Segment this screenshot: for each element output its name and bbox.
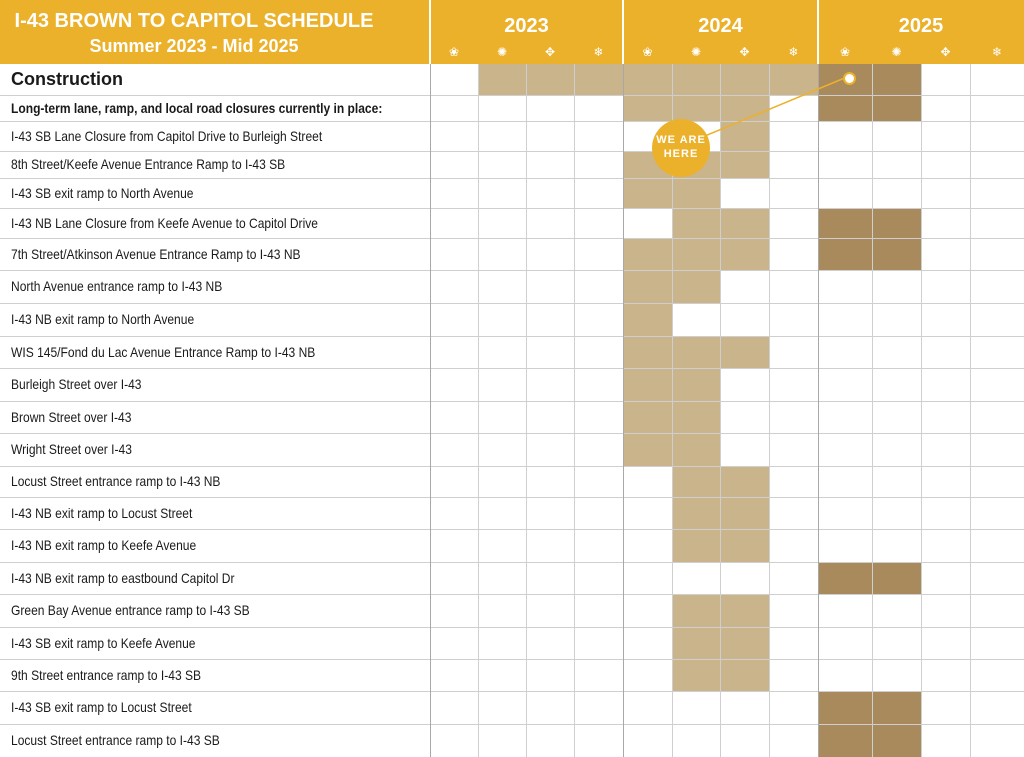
schedule-bar-light (672, 178, 720, 208)
schedule-bar-light (672, 401, 720, 433)
schedule-bar-dark (818, 562, 872, 594)
badge-line2: HERE (663, 148, 699, 160)
schedule-bar-light (623, 64, 672, 95)
schedule-bar-dark (818, 95, 872, 121)
schedule-bar-light (672, 529, 720, 562)
summer-sun-icon: ❀ (839, 45, 851, 59)
row-label: Wright Street over I-43 (11, 441, 132, 457)
schedule-bar-light (623, 433, 672, 466)
chart-title: I-43 BROWN TO CAPITOL SCHEDULE (14, 10, 374, 32)
schedule-bar-dark (872, 64, 921, 95)
spring-flower-icon: ✥ (544, 45, 556, 59)
schedule-bar-light (720, 151, 769, 178)
subheading: Long-term lane, ramp, and local road closures currently in place: (11, 100, 383, 116)
schedule-bar-light (769, 64, 818, 95)
summer-sun-icon: ❀ (448, 45, 460, 59)
row-label: 8th Street/Keefe Avenue Entrance Ramp to I-43 SB (11, 156, 286, 172)
schedule-bar-light (720, 466, 769, 497)
schedule-bar-light (672, 270, 720, 303)
spring-flower-icon: ✥ (940, 45, 951, 59)
schedule-bar-light (720, 336, 769, 368)
schedule-bar-light (623, 178, 672, 208)
schedule-bar-light (672, 433, 720, 466)
schedule-bar-light (672, 627, 720, 659)
row-label: 9th Street entrance ramp to I-43 SB (11, 667, 202, 683)
section-heading: Construction (11, 69, 123, 89)
schedule-bar-dark (872, 562, 921, 594)
fall-leaf-icon: ✺ (690, 45, 702, 59)
schedule-bar-light (720, 238, 769, 270)
schedule-bar-light (720, 627, 769, 659)
row-label: I-43 NB exit ramp to North Avenue (11, 311, 195, 327)
schedule-bar-light (526, 64, 574, 95)
row-label: I-43 NB exit ramp to Locust Street (11, 505, 193, 521)
row-label: I-43 NB exit ramp to Keefe Avenue (11, 537, 197, 553)
spring-flower-icon: ✥ (739, 45, 750, 59)
row-label: Locust Street entrance ramp to I-43 NB (11, 473, 221, 489)
schedule-bar-light (672, 64, 720, 95)
schedule-bar-light (720, 208, 769, 238)
year-label-2023: 2023 (504, 15, 549, 37)
row-label: I-43 SB exit ramp to Keefe Avenue (11, 635, 196, 651)
schedule-bar-light (720, 121, 769, 151)
winter-snowflake-icon: ❄ (991, 45, 1003, 59)
chart-subtitle: Summer 2023 - Mid 2025 (89, 36, 299, 56)
fall-leaf-icon: ✺ (891, 45, 902, 59)
schedule-bar-light (672, 368, 720, 401)
schedule-bar-dark (872, 724, 921, 757)
row-label: I-43 SB exit ramp to Locust Street (11, 699, 192, 715)
current-period-marker (843, 72, 856, 85)
schedule-bar-light (623, 303, 672, 336)
we-are-here-badge (652, 119, 710, 177)
schedule-bar-light (623, 368, 672, 401)
schedule-bar-light (672, 497, 720, 529)
row-label: Green Bay Avenue entrance ramp to I-43 SB (11, 602, 250, 618)
schedule-bar-light (672, 336, 720, 368)
row-label: I-43 SB Lane Closure from Capitol Drive to Burleigh Street (11, 128, 323, 144)
schedule-bar-light (720, 64, 769, 95)
badge-line1: WE ARE (656, 134, 706, 146)
schedule-bar-light (720, 594, 769, 627)
schedule-bar-light (672, 659, 720, 691)
schedule-bar-dark (818, 238, 872, 270)
schedule-bar-dark (818, 724, 872, 757)
row-label: I-43 NB Lane Closure from Keefe Avenue to Capitol Drive (11, 215, 318, 231)
schedule-bar-dark (872, 238, 921, 270)
schedule-bar-light (623, 95, 672, 121)
schedule-bar-light (672, 95, 720, 121)
winter-snowflake-icon: ❄ (593, 45, 604, 59)
row-label: Locust Street entrance ramp to I-43 SB (11, 732, 220, 748)
year-label-2024: 2024 (698, 15, 743, 37)
row-label: I-43 NB exit ramp to eastbound Capitol Dr (11, 570, 235, 586)
schedule-bar-light (623, 238, 672, 270)
summer-sun-icon: ❀ (642, 45, 653, 59)
schedule-bar-dark (818, 208, 872, 238)
fall-leaf-icon: ✺ (496, 45, 508, 59)
schedule-bar-light (623, 401, 672, 433)
year-label-2025: 2025 (898, 15, 944, 37)
schedule-bar-light (672, 208, 720, 238)
schedule-bar-light (574, 64, 623, 95)
schedule-bar-dark (872, 208, 921, 238)
schedule-bar-light (623, 336, 672, 368)
row-label: 7th Street/Atkinson Avenue Entrance Ramp to I-43 NB (11, 246, 301, 262)
schedule-bar-light (720, 529, 769, 562)
row-label: North Avenue entrance ramp to I-43 NB (11, 278, 223, 294)
row-label: I-43 SB exit ramp to North Avenue (11, 185, 194, 201)
row-label: Burleigh Street over I-43 (11, 376, 142, 392)
schedule-bar-light (720, 497, 769, 529)
row-label: WIS 145/Fond du Lac Avenue Entrance Ramp to I-43 NB (11, 344, 316, 360)
schedule-bar-light (720, 95, 769, 121)
schedule-bar-light (623, 270, 672, 303)
row-label: Brown Street over I-43 (11, 409, 132, 425)
schedule-bar-light (672, 466, 720, 497)
schedule-bar-dark (818, 691, 872, 724)
schedule-bar-light (478, 64, 526, 95)
schedule-bar-light (672, 594, 720, 627)
winter-snowflake-icon: ❄ (788, 45, 799, 59)
schedule-bar-light (672, 238, 720, 270)
schedule-bar-dark (872, 95, 921, 121)
schedule-bar-dark (872, 691, 921, 724)
schedule-bar-light (720, 659, 769, 691)
